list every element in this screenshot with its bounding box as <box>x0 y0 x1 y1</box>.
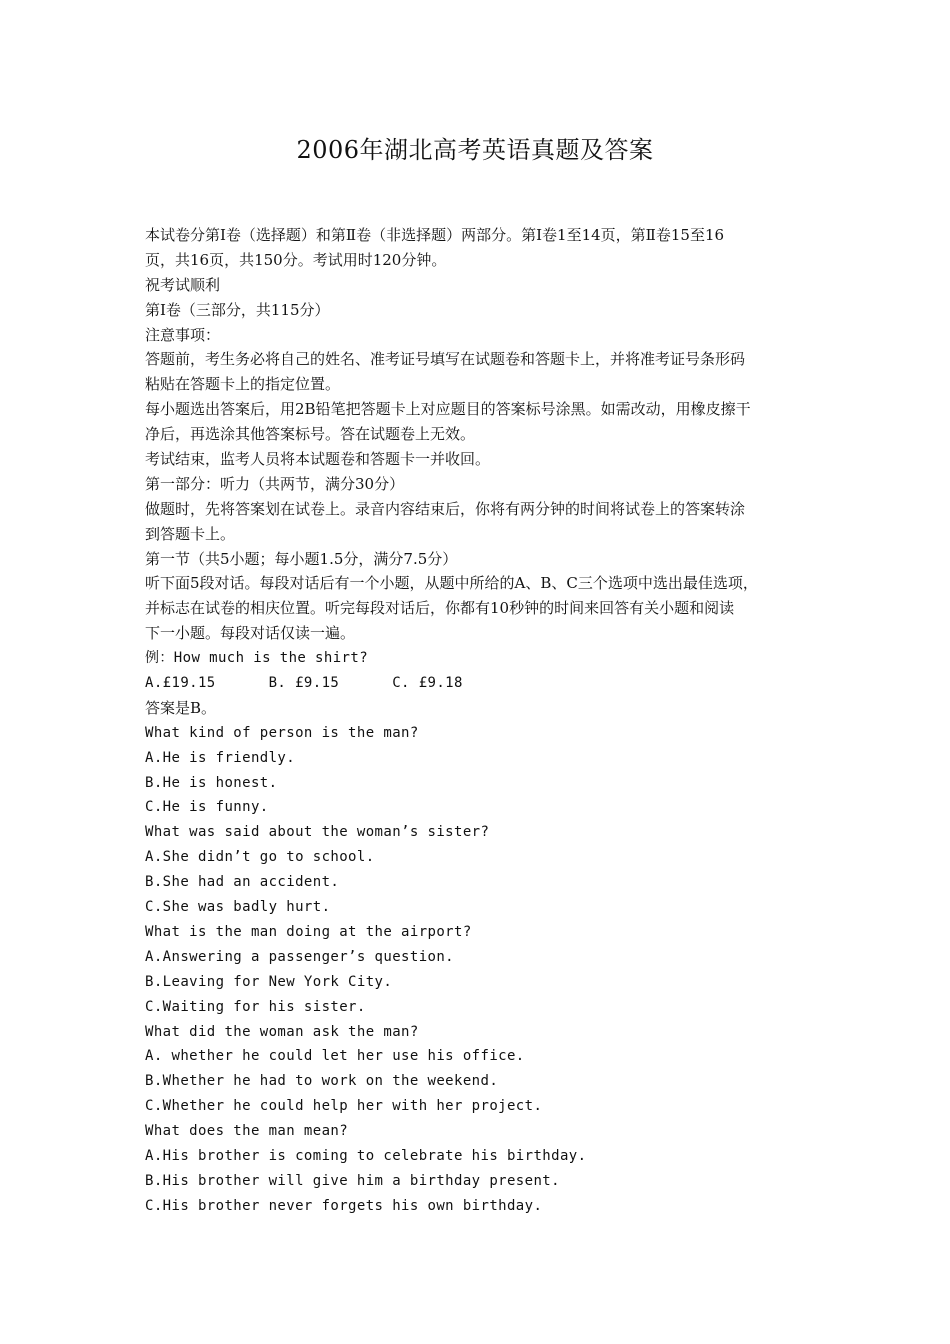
text-line: 例：How much is the shirt? <box>145 650 369 667</box>
text-line: 每小题选出答案后，用2B铅笔把答题卡上对应题目的答案标号涂黑。如需改动，用橡皮擦干 <box>145 400 751 419</box>
text-line: 下一小题。每段对话仅读一遍。 <box>145 624 356 643</box>
text-line: 净后，再选涂其他答案标号。答在试题卷上无效。 <box>145 425 476 444</box>
text-line: 听下面5段对话。每段对话后有一个小题，从题中所给的A、B、C三个选项中选出最佳选项， <box>145 574 758 593</box>
text-line: C.She was badly hurt. <box>145 899 331 916</box>
text-line: 做题时，先将答案划在试卷上。录音内容结束后，你将有两分钟的时间将试卷上的答案转涂 <box>145 499 746 518</box>
text-line: 答题前，考生务必将自己的姓名、准考证号填写在试题卷和答题卡上，并将准考证号条形码 <box>145 350 746 369</box>
text-line: What is the man doing at the airport? <box>145 923 472 940</box>
text-line: C.He is funny. <box>145 799 269 816</box>
text-line: 第一节（共5小题；每小题1.5分，满分7.5分） <box>145 549 458 568</box>
text-line: 页，共16页，共150分。考试用时120分钟。 <box>145 250 447 269</box>
text-line: 注意事项： <box>145 325 221 344</box>
text-line: B.His brother will give him a birthday present. <box>145 1172 560 1189</box>
text-line: 第一部分：听力（共两节，满分30分） <box>145 474 405 493</box>
text-line: A.She didn’t go to school. <box>145 849 375 866</box>
text-line: 第Ⅰ卷（三部分，共115分） <box>145 300 330 319</box>
text-line: What was said about the woman’s sister? <box>145 824 490 841</box>
text-line: B.She had an accident. <box>145 874 340 891</box>
document-body <box>145 223 810 1219</box>
text-line: What did the woman ask the man? <box>145 1023 419 1040</box>
text-line: A.His brother is coming to celebrate his birthday. <box>145 1147 587 1164</box>
text-line: 考试结束，监考人员将本试题卷和答题卡一并收回。 <box>145 450 491 469</box>
text-line: A.Answering a passenger’s question. <box>145 948 455 965</box>
text-line: B.He is honest. <box>145 774 278 791</box>
text-line: What kind of person is the man? <box>145 724 419 741</box>
text-line: C.His brother never forgets his own birthday. <box>145 1197 543 1214</box>
text-line: 到答题卡上。 <box>145 524 236 543</box>
text-line: B.Whether he had to work on the weekend. <box>145 1073 499 1090</box>
document-title: 2006年湖北高考英语真题及答案 <box>296 136 654 164</box>
text-line: 祝考试顺利 <box>145 275 221 294</box>
text-line: 答案是B。 <box>145 698 217 717</box>
text-line: A. whether he could let her use his office. <box>145 1048 525 1065</box>
text-line: 粘贴在答题卡上的指定位置。 <box>145 375 341 394</box>
text-line: C.Whether he could help her with her project. <box>145 1098 543 1115</box>
text-line: 并标志在试卷的相庆位置。听完每段对话后，你都有10秒钟的时间来回答有关小题和阅读 <box>145 599 735 618</box>
text-line: What does the man mean? <box>145 1123 349 1140</box>
text-line: B.Leaving for New York City. <box>145 973 393 990</box>
text-line: 本试卷分第Ⅰ卷（选择题）和第Ⅱ卷（非选择题）两部分。第Ⅰ卷1至14页，第Ⅱ卷15至16 <box>145 226 725 244</box>
text-line: A.£19.15 B. £9.15 C. £9.18 <box>145 675 463 692</box>
text-line: C.Waiting for his sister. <box>145 998 366 1015</box>
text-line: A.He is friendly. <box>145 749 296 766</box>
